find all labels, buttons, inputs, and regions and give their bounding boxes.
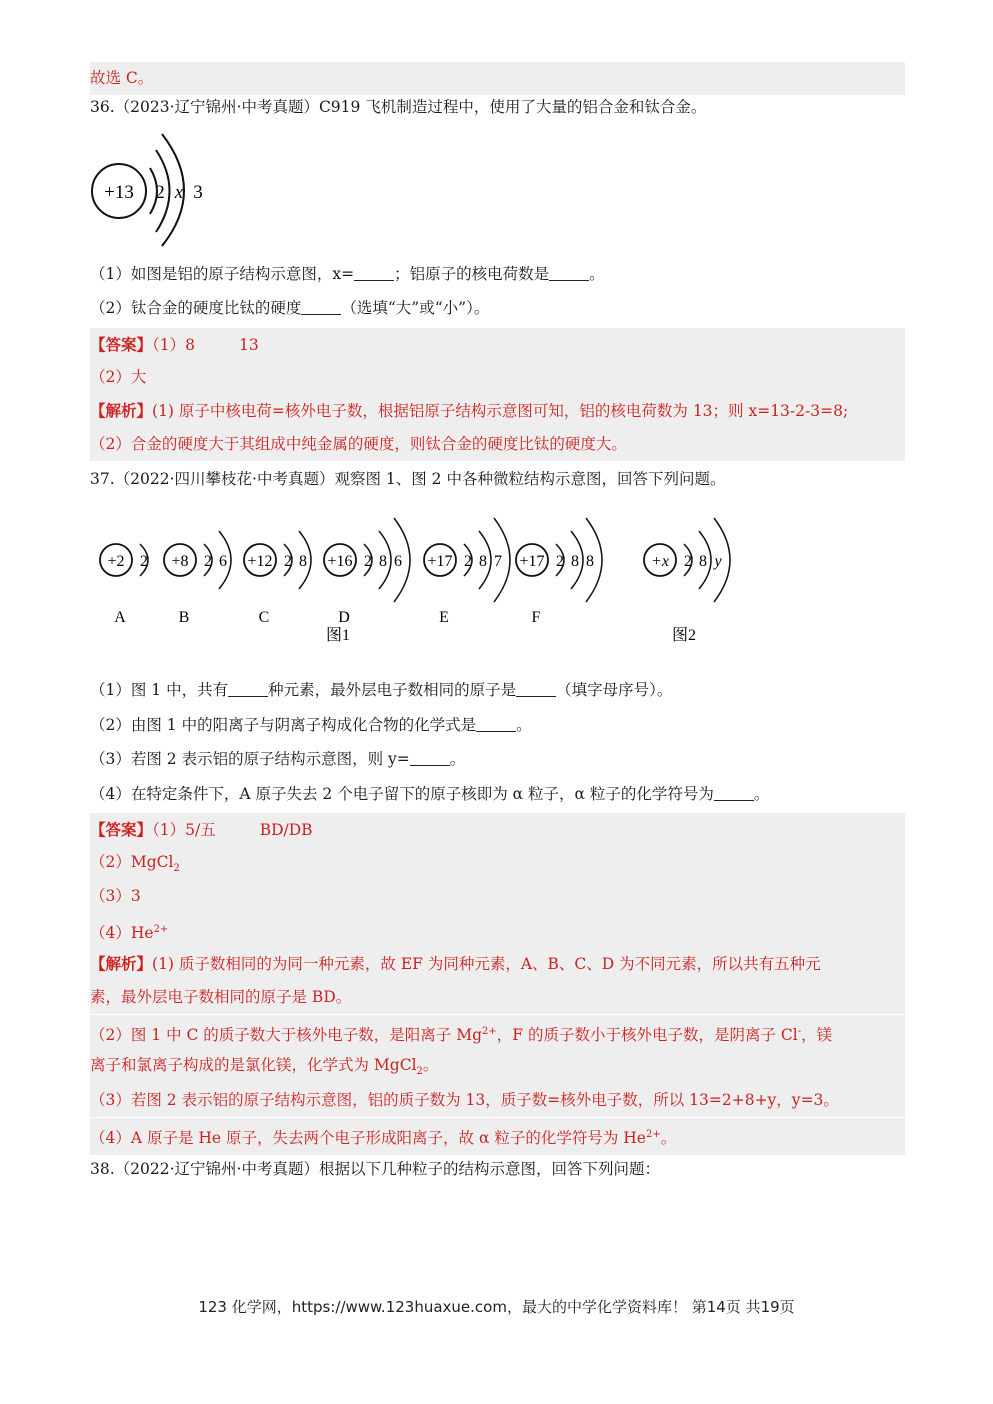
shell-count: 6 <box>219 553 227 570</box>
shell-count: 2 <box>284 553 292 570</box>
q37-part4: （4）在特定条件下，A 原子失去 2 个电子留下的原子核即为 α 粒子，α 粒子的化学符号为 。 <box>90 785 770 803</box>
nucleus-label: +8 <box>171 553 189 570</box>
nucleus-label: +x <box>651 553 669 570</box>
q37-part3: （3）若图 2 表示铝的原子结构示意图，则 y= 。 <box>90 750 466 768</box>
shell-count: y <box>714 553 722 570</box>
nucleus-label: +12 <box>247 553 273 570</box>
q37-part2: （2）由图 1 中的阳离子与阴离子构成化合物的化学式是 。 <box>90 716 532 734</box>
q38-stem: 38.（2022·辽宁锦州·中考真题）根据以下几种粒子的结构示意图，回答下列问题： <box>90 1160 660 1178</box>
q36-nucleus-label: +13 <box>104 182 134 203</box>
shell-count: 2 <box>556 553 564 570</box>
shell-count: 8 <box>586 553 594 570</box>
shell-count: 2 <box>364 553 372 570</box>
q37-explanation-2a: （2）图 1 中 C 的质子数大于核外电子数，是阳离子 $Mg^{2+}$，F 的质子数小于核外电子数，是阴离子 Cl-，镁 <box>90 1015 905 1052</box>
shell-count: 2 <box>464 553 472 570</box>
answer-blank[interactable] <box>301 298 341 315</box>
shell-count: 8 <box>571 553 579 570</box>
q36-aluminum-atom-diagram <box>88 128 218 248</box>
particle-letter-label: F <box>531 609 541 626</box>
q37-explanation-3: （3）若图 2 表示铝的原子结构示意图，铝的质子数为 13，质子数=核外电子数，所以 13=2+8+y，y=3。 <box>90 1084 905 1117</box>
q36-answer-1: 【答案】（1）8 13 <box>90 328 905 362</box>
shell-count: 2 <box>204 553 212 570</box>
shell-count: 7 <box>494 553 502 570</box>
shell-count: 2 <box>684 553 692 570</box>
answer-blank[interactable] <box>476 715 516 732</box>
answer-blank[interactable] <box>228 680 268 697</box>
q36-shell-count: 3 <box>193 182 203 203</box>
answer-blank[interactable] <box>714 784 754 801</box>
nucleus-label: +17 <box>519 553 545 570</box>
nucleus-label: +2 <box>107 553 125 570</box>
q37-explanation-2b: 离子和氯离子构成的是氯化镁，化学式为 MgCl$_2$。 <box>90 1049 905 1088</box>
particle-letter-label: D <box>338 609 350 626</box>
answer-blank[interactable] <box>354 264 394 281</box>
shell-count: 8 <box>299 553 307 570</box>
answer-blank[interactable] <box>410 749 450 766</box>
q37-part1: （1）图 1 中，共有 种元素，最外层电子数相同的原子是 （填字母序号）。 <box>90 681 673 699</box>
shell-count: 8 <box>479 553 487 570</box>
answer-blank[interactable] <box>516 680 556 697</box>
q36-explanation-2: （2）合金的硬度大于其组成中纯金属的硬度，则钛合金的硬度比钛的硬度大。 <box>90 428 905 461</box>
q37-answer-1: 【答案】（1）5/五 BD/DB <box>90 813 905 847</box>
shell-count: 8 <box>379 553 387 570</box>
q36-answer-2: （2）大 <box>90 361 905 394</box>
shell-count: 6 <box>394 553 402 570</box>
page-footer: 123 化学网，https://www.123huaxue.com，最大的中学化学资料库！ 第14页 共19页 <box>198 1298 795 1316</box>
figure-caption: 图1 <box>325 627 351 644</box>
q37-answer-3: （3）3 <box>90 880 905 913</box>
q36-part1: （1）如图是铝的原子结构示意图，x= ；铝原子的核电荷数是 。 <box>90 265 605 283</box>
q37-answer-4: $(4)He^{2+}$ <box>90 913 905 950</box>
answer-blank[interactable] <box>549 264 589 281</box>
nucleus-label: +16 <box>327 553 353 570</box>
q36-stem: 36.（2023·辽宁锦州·中考真题）C919 飞机制造过程中，使用了大量的铝合金和钛合金。 <box>90 98 707 116</box>
prev-answer: 故选 C。 <box>90 62 905 95</box>
q37-stem: 37.（2022·四川攀枝花·中考真题）观察图 1、图 2 中各种微粒结构示意图，回答下列问题。 <box>90 470 726 488</box>
particle-letter-label: B <box>178 609 190 626</box>
q37-explanation-1a: 【解析】(1) 质子数相同的为同一种元素，故 EF 为同种元素，A、B、C、D 为不同元素，所以共有五种元 <box>90 947 905 981</box>
particle-letter-label: C <box>258 609 270 626</box>
q37-particle-diagrams <box>88 500 738 650</box>
particle-letter-label: A <box>114 609 126 626</box>
q37-explanation-1b: 素，最外层电子数相同的原子是 BD。 <box>90 981 905 1014</box>
particle-letter-label: E <box>439 609 449 626</box>
q37-explanation-4: （4）A 原子是 He 原子，失去两个电子形成阳离子，故 α 粒子的化学符号为 $He^{2+}$。 <box>90 1118 905 1155</box>
q36-part2: （2）钛合金的硬度比钛的硬度 （选填“大”或“小”）。 <box>90 299 490 317</box>
q37-answer-2: （2）MgCl$_2$ <box>90 846 905 885</box>
nucleus-label: +17 <box>427 553 453 570</box>
shell-count: 2 <box>140 553 148 570</box>
q36-shell-count: x <box>174 182 184 203</box>
figure-caption: 图2 <box>671 627 697 644</box>
q36-shell-count: 2 <box>155 182 165 203</box>
shell-count: 8 <box>699 553 707 570</box>
q36-explanation-1: 【解析】(1) 原子中核电荷=核外电子数，根据铝原子结构示意图可知，铝的核电荷数为 13；则 x=13-2-3=8; <box>90 394 905 428</box>
